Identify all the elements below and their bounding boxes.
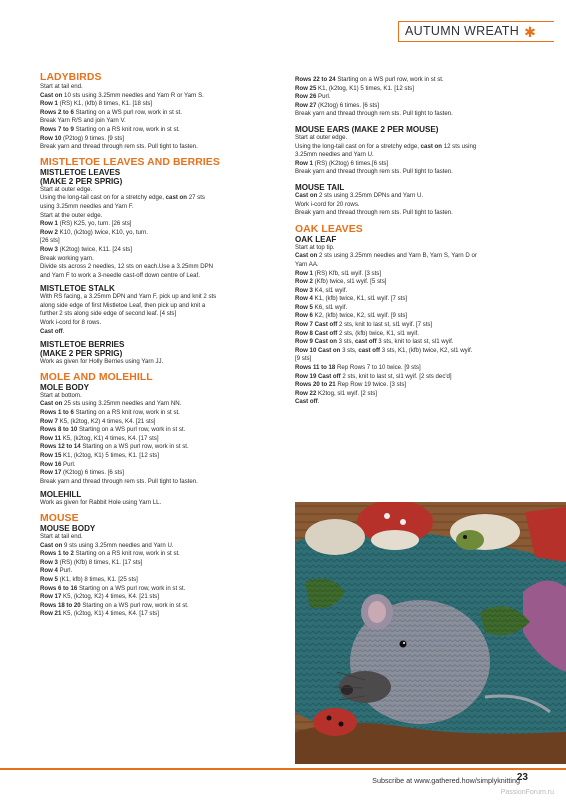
footer-rule xyxy=(0,768,566,770)
footer-subscribe-text: Subscribe at www.gathered.how/simplyknitting xyxy=(372,776,520,785)
instruction-text: [9 sts] xyxy=(295,355,312,363)
oak-leaf-subheading: OAK LEAF xyxy=(295,234,337,244)
instruction-keyword: Row 1 xyxy=(40,100,58,108)
instruction-text: (RS) Kfb, sl1 wyif. [3 sts] xyxy=(312,269,382,277)
instruction-keyword: Row 25 xyxy=(295,84,317,92)
instruction-line xyxy=(40,567,278,576)
instruction-text: 25 sts using 3.25mm needles and Yarn NN. xyxy=(62,400,182,408)
instruction-keyword: cast on xyxy=(420,142,443,150)
section-header xyxy=(398,21,554,42)
instruction-keyword: Row 2 xyxy=(295,278,313,286)
instruction-text: K4, sl1 wyif. xyxy=(312,286,348,294)
instruction-text: Purl. xyxy=(61,460,76,468)
instruction-line xyxy=(40,293,278,302)
instruction-text: Start at outer edge. xyxy=(295,133,348,141)
instruction-keyword: Row 1 xyxy=(295,269,313,277)
instruction-keyword: Row 21 xyxy=(40,610,62,618)
instruction-text: K10, (k2tog) twice, K10, yo, turn. xyxy=(57,228,149,236)
oak-leaves-heading: OAK LEAVES xyxy=(295,223,363,235)
molehill-subheading: MOLEHILL xyxy=(40,490,82,500)
instruction-text: K6, sl1 wyif. xyxy=(312,303,348,311)
instruction-text: Break Yarn R/S and join Yarn V. xyxy=(40,117,126,125)
instruction-text: K2tog, sl1 wyif. [2 sts] xyxy=(316,389,377,397)
instruction-line xyxy=(40,409,278,418)
mouse-ears-instructions xyxy=(295,134,535,177)
instruction-line xyxy=(295,347,535,356)
instruction-text: 3 sts, K1, (kfb) twice, K2, sl1 wyif. xyxy=(380,346,473,354)
molehill-instructions xyxy=(40,499,278,508)
instruction-line xyxy=(40,461,278,470)
instruction-text: With RS facing, a 3.25mm DPN and Yarn F, pick up and knit 2 sts xyxy=(40,293,217,301)
instruction-keyword: Row 26 xyxy=(295,93,317,101)
instruction-text: . xyxy=(317,398,320,406)
instruction-text: (P2tog) 9 times. [9 sts] xyxy=(61,134,124,142)
mistletoe-leaves-subheading-line1: MISTLETOE LEAVES xyxy=(40,167,121,177)
instruction-keyword: Rows 2 to 6 xyxy=(40,108,74,116)
instruction-text: (K2tog) twice, K11. [24 sts] xyxy=(57,245,133,253)
instruction-text: Break yarn and thread through rem sts. Pull tight to fasten. xyxy=(295,209,453,217)
mole-heading: MOLE AND MOLEHILL xyxy=(40,371,153,383)
ladybirds-heading: LADYBIRDS xyxy=(40,72,102,83)
instruction-line xyxy=(295,244,535,253)
instruction-line xyxy=(40,212,278,221)
instruction-text: Starting on a WS purl row, work in st st. xyxy=(77,584,186,592)
instruction-line xyxy=(40,559,278,568)
instruction-keyword: Rows 8 to 10 xyxy=(40,426,78,434)
instruction-text: Starting on a WS purl row, work in st st. xyxy=(335,76,444,83)
instruction-line xyxy=(40,550,278,559)
instruction-line xyxy=(40,92,278,101)
instruction-keyword: Rows 11 to 18 xyxy=(295,364,336,372)
instruction-keyword: Row 3 xyxy=(40,245,58,253)
instruction-text: 2 sts using 3.25mm DPNs and Yarn U. xyxy=(317,191,424,199)
instruction-text: (K1, kfb) 8 times, K1. [25 sts] xyxy=(57,575,138,583)
instruction-keyword: Row 15 xyxy=(40,452,62,459)
instruction-line xyxy=(40,435,278,444)
instruction-text: 2 sts, (kfb) twice, K1, sl1 wyif. xyxy=(337,329,419,337)
instruction-line xyxy=(40,602,278,611)
instruction-text: further 2 sts along side edge of second leaf. [4 sts] xyxy=(40,310,177,318)
instruction-keyword: Row 5 xyxy=(295,303,313,311)
instruction-keyword: Row 7 xyxy=(40,417,58,425)
instruction-text: 2 sts, knit to last st, sl1 wyif. [7 sts] xyxy=(337,321,433,329)
mistletoe-leaves-instructions xyxy=(40,186,278,281)
instruction-line xyxy=(295,151,535,160)
instruction-keyword: Row 7 Cast off xyxy=(295,321,338,329)
instruction-text: (Kfb) twice, sl1 wyif. [5 sts] xyxy=(312,278,387,286)
mouse-body-continued-instructions xyxy=(295,76,535,119)
instruction-keyword: cast off xyxy=(354,338,377,346)
instruction-text: Break yarn and thread through rem sts. Pull tight to fasten. xyxy=(295,168,453,176)
instruction-keyword: Cast off xyxy=(40,327,63,335)
instruction-line xyxy=(295,134,535,143)
instruction-line xyxy=(295,252,535,261)
instruction-text: K1, (k2tog, K1) 5 times, K1. [12 sts] xyxy=(61,452,159,459)
instruction-keyword: Cast on xyxy=(295,252,318,260)
instruction-line xyxy=(295,287,535,296)
instruction-text: (RS) (Kfb) 8 times, K1. [17 sts] xyxy=(57,558,143,566)
instruction-line xyxy=(295,76,535,85)
instruction-keyword: Rows 18 to 20 xyxy=(40,601,81,609)
instruction-line xyxy=(295,312,535,321)
instruction-line xyxy=(40,499,278,508)
instruction-line xyxy=(40,478,278,487)
instruction-keyword: cast on xyxy=(165,194,188,202)
instruction-text: using 3.25mm needles and Yarn F. xyxy=(40,202,134,210)
instruction-keyword: Row 4 xyxy=(40,567,58,575)
instruction-text: Start at tail end. xyxy=(40,532,83,540)
instruction-text: . xyxy=(62,327,65,335)
instruction-line xyxy=(295,321,535,330)
instruction-line xyxy=(295,93,535,102)
instruction-line xyxy=(295,373,535,382)
instruction-line xyxy=(40,418,278,427)
instruction-keyword: Row 19 Cast off xyxy=(295,372,341,380)
mistletoe-berries-subheading-line2: (MAKE 2 PER SPRIG) xyxy=(40,349,123,359)
instruction-line xyxy=(40,186,278,195)
mole-body-subheading: MOLE BODY xyxy=(40,382,90,392)
page-number: 23 xyxy=(516,772,528,783)
instruction-keyword: Cast on xyxy=(40,91,63,99)
instruction-keyword: Row 17 xyxy=(40,593,62,601)
instruction-line xyxy=(40,328,278,337)
instruction-line xyxy=(295,278,535,287)
section-header-title: AUTUMN WREATH xyxy=(405,24,520,39)
watermark-text: PassionForum.ru xyxy=(500,789,554,796)
mistletoe-stalk-instructions xyxy=(40,293,278,336)
instruction-line xyxy=(295,390,535,399)
instruction-keyword: Row 17 xyxy=(40,469,62,477)
instruction-line xyxy=(295,330,535,339)
instruction-line xyxy=(40,237,278,246)
instruction-line xyxy=(40,220,278,229)
instruction-text: 2 sts using 3.25mm needles and Yarn B, Yarn S, Yarn D or xyxy=(317,252,477,260)
mistletoe-leaves-subheading-line2: (MAKE 2 PER SPRIG) xyxy=(40,176,123,186)
instruction-text: Start at the outer edge. xyxy=(40,211,103,219)
instruction-text: Divide sts across 2 needles, 12 sts on each.Use a 3.25mm DPN xyxy=(40,263,214,271)
instruction-text: K1, (k2tog, K1) 5 times, K1. [12 sts] xyxy=(316,84,414,92)
instruction-line xyxy=(295,110,535,119)
instruction-keyword: Row 8 Cast off xyxy=(295,329,338,337)
instruction-line xyxy=(40,452,278,461)
instruction-text: (K2tog) 6 times. [6 sts] xyxy=(316,101,379,109)
instruction-line xyxy=(295,143,535,152)
instruction-text: Starting on a RS knit row, work in st st. xyxy=(73,409,180,417)
instruction-line xyxy=(295,209,535,218)
instruction-text: 3 sts, knit to last st, sl1 wyif. xyxy=(376,338,454,346)
instruction-line xyxy=(295,201,535,210)
instruction-keyword: Cast on xyxy=(40,400,63,408)
instruction-keyword: Row 9 Cast on xyxy=(295,338,337,346)
instruction-text: (RS) (K2tog) 6 times.[6 sts] xyxy=(312,159,389,167)
instruction-text: Starting on a WS purl row, work in st st. xyxy=(80,443,189,451)
mistletoe-stalk-subheading: MISTLETOE STALK xyxy=(40,284,115,294)
instruction-line xyxy=(40,593,278,602)
instruction-line xyxy=(40,469,278,478)
instruction-line xyxy=(295,295,535,304)
knitted-mouse-photo xyxy=(295,502,566,764)
instruction-text: K5, (k2tog, K2) 4 times, K4. [21 sts] xyxy=(57,417,156,425)
mistletoe-berries-subheading-line1: MISTLETOE BERRIES xyxy=(40,340,125,350)
instruction-text: 12 sts using xyxy=(442,142,477,150)
instruction-keyword: Cast on xyxy=(295,191,318,199)
instruction-text: and Yarn F to work a 3-needle cast-off down centre of Leaf. xyxy=(40,271,200,279)
instruction-keyword: Row 3 xyxy=(40,558,58,566)
mole-body-instructions xyxy=(40,392,278,487)
instruction-keyword: Row 22 xyxy=(295,389,317,397)
mouse-ears-subheading: MOUSE EARS (MAKE 2 PER MOUSE) xyxy=(295,124,439,134)
instruction-text: 3 sts, xyxy=(336,338,355,346)
instruction-line xyxy=(40,392,278,401)
instruction-line xyxy=(40,400,278,409)
mistletoe-berries-subheading xyxy=(40,340,278,358)
instruction-line xyxy=(40,443,278,452)
instruction-text: (RS) K1, (kfb) 8 times, K1. [18 sts] xyxy=(57,100,153,108)
instruction-line xyxy=(295,364,535,373)
instruction-text: (RS) K25, yo, turn. [26 sts] xyxy=(57,220,132,228)
instruction-line xyxy=(40,302,278,311)
instruction-keyword: Row 16 xyxy=(40,460,62,468)
instruction-keyword: Row 6 xyxy=(295,312,313,320)
instruction-keyword: Rows 12 to 14 xyxy=(40,443,81,451)
instruction-keyword: Rows 7 to 9 xyxy=(40,125,74,133)
instruction-line xyxy=(40,263,278,272)
instruction-line xyxy=(40,310,278,319)
instruction-text: Starting on a WS purl row, work in st st. xyxy=(80,601,189,609)
instruction-text: Break yarn and thread through rem sts. Pull tight to fasten. xyxy=(40,477,198,485)
instruction-keyword: Row 27 xyxy=(295,101,317,109)
instruction-line xyxy=(40,426,278,435)
instruction-text: Purl. xyxy=(57,567,73,575)
instruction-keyword: Row 1 xyxy=(40,220,58,228)
instruction-line xyxy=(40,109,278,118)
instruction-line xyxy=(40,100,278,109)
instruction-keyword: Rows 1 to 6 xyxy=(40,409,74,417)
instruction-line xyxy=(295,398,535,407)
instruction-line xyxy=(40,272,278,281)
instruction-keyword: Rows 20 to 21 xyxy=(295,381,336,389)
instruction-keyword: Row 10 xyxy=(40,134,62,142)
instruction-text: 3 sts, xyxy=(340,346,359,354)
instruction-line xyxy=(40,585,278,594)
instruction-text: 27 sts xyxy=(187,194,205,202)
instruction-line xyxy=(295,381,535,390)
right-column xyxy=(295,76,535,407)
instruction-text: Work i-cord for 8 rows. xyxy=(40,319,102,327)
instruction-text: Work i-cord for 20 rows. xyxy=(295,200,360,208)
instruction-line xyxy=(40,319,278,328)
instruction-text: Yarn AA. xyxy=(295,260,319,268)
instruction-line xyxy=(40,358,278,367)
instruction-line xyxy=(40,203,278,212)
instruction-text: K5, (k2tog, K1) 4 times, K4. [17 sts] xyxy=(61,610,159,618)
instruction-text: (K2tog) 6 times. [6 sts] xyxy=(61,469,124,477)
instruction-keyword: Rows 22 to 24 xyxy=(295,76,336,83)
instruction-line xyxy=(40,83,278,92)
instruction-text: Using the long-tail cast on for a stretchy edge, xyxy=(40,194,166,202)
instruction-line xyxy=(295,168,535,177)
instruction-text: K5, (k2tog, K2) 4 times, K4. [21 sts] xyxy=(61,593,159,601)
instruction-line xyxy=(295,338,535,347)
mouse-tail-instructions xyxy=(295,192,535,218)
mistletoe-leaves-subheading xyxy=(40,168,278,186)
mistletoe-heading: MISTLETOE LEAVES AND BERRIES xyxy=(40,156,220,168)
instruction-keyword: Row 2 xyxy=(40,228,58,236)
mistletoe-berries-instructions xyxy=(40,358,278,367)
instruction-keyword: Row 11 xyxy=(40,434,61,442)
instruction-text: Starting on a RS knit row, work in st st. xyxy=(73,550,180,558)
instruction-text: K5, (k2tog, K1) 4 times, K4. [17 sts] xyxy=(61,434,159,442)
instruction-line xyxy=(295,270,535,279)
instruction-text: Rep Row 19 twice. [3 sts] xyxy=(335,381,407,389)
instruction-text: Starting on a WS purl row, work in st st. xyxy=(73,108,182,116)
mouse-body-subheading: MOUSE BODY xyxy=(40,523,96,533)
instruction-line xyxy=(40,229,278,238)
instruction-line xyxy=(295,304,535,313)
instruction-keyword: Row 10 Cast on xyxy=(295,346,341,354)
instruction-keyword: Cast on xyxy=(40,541,63,549)
instruction-text: 3.25mm needles and Yarn U. xyxy=(295,151,374,159)
instruction-text: Purl. xyxy=(316,93,331,101)
instruction-line xyxy=(295,261,535,270)
instruction-text: K2, (kfb) twice, K2, sl1 wyif. [9 sts] xyxy=(312,312,408,320)
instruction-text: Starting on a RS knit row, work in st st. xyxy=(73,125,180,133)
asterisk-icon: ✱ xyxy=(524,23,536,40)
instruction-keyword: Row 1 xyxy=(295,159,313,167)
instruction-line xyxy=(295,160,535,169)
instruction-keyword: Rows 1 to 2 xyxy=(40,550,74,558)
instruction-text: along side edge of first Mistletoe Leaf, then pick up and knit a xyxy=(40,301,206,309)
mouse-tail-subheading: MOUSE TAIL xyxy=(295,182,345,192)
instruction-text: Start at bottom. xyxy=(40,391,82,399)
instruction-text: [26 sts] xyxy=(40,237,60,245)
instruction-keyword: cast off xyxy=(358,346,380,354)
instruction-keyword: Row 3 xyxy=(295,286,313,294)
instruction-text: Start at tail end. xyxy=(40,83,83,90)
instruction-line xyxy=(40,117,278,126)
instruction-text: Starting on a WS purl row, work in st st. xyxy=(77,426,186,434)
instruction-line xyxy=(295,85,535,94)
instruction-text: Start at top tip. xyxy=(295,243,335,251)
instruction-line xyxy=(40,610,278,619)
instruction-line xyxy=(295,102,535,111)
instruction-text: Work as given for Holly Berries using Yarn JJ. xyxy=(40,358,164,366)
mouse-heading: MOUSE xyxy=(40,512,79,524)
instruction-line xyxy=(40,533,278,542)
instruction-keyword: Row 4 xyxy=(295,295,313,303)
instruction-line xyxy=(295,192,535,201)
instruction-text: Using the long-tail cast on for a stretchy edge, xyxy=(295,142,421,150)
instruction-line xyxy=(40,576,278,585)
instruction-text: 10 sts using 3.25mm needles and Yarn R or Yarn S. xyxy=(62,91,204,99)
instruction-keyword: Cast off xyxy=(295,398,318,406)
mouse-body-instructions xyxy=(40,533,278,619)
instruction-text: Break yarn and thread through rem sts. Pull tight to fasten. xyxy=(295,110,453,118)
oak-leaf-instructions xyxy=(295,244,535,407)
ladybirds-instructions xyxy=(40,83,278,152)
instruction-line xyxy=(40,246,278,255)
instruction-keyword: Row 5 xyxy=(40,575,58,583)
instruction-text: Break working yarn. xyxy=(40,254,94,262)
instruction-text: 9 sts using 3.25mm needles and Yarn U. xyxy=(62,541,174,549)
instruction-line xyxy=(40,542,278,551)
instruction-text: K1, (kfb) twice, K1, sl1 wyif. [7 sts] xyxy=(312,295,408,303)
instruction-line xyxy=(40,126,278,135)
instruction-text: 2 sts, knit to last st, sl1 wyif. [2 sts dec'd] xyxy=(340,372,452,380)
instruction-line xyxy=(40,135,278,144)
instruction-text: Break yarn and thread through rem sts. Pull tight to fasten. xyxy=(40,143,198,151)
instruction-line xyxy=(40,143,278,152)
knitted-mouse-illustration xyxy=(295,502,566,764)
instruction-line xyxy=(40,194,278,203)
instruction-text: Rep Rows 7 to 10 twice. [9 sts] xyxy=(335,364,421,372)
left-column xyxy=(40,72,278,619)
instruction-text: Start at outer edge. xyxy=(40,185,93,193)
instruction-text: Work as given for Rabbit Hole using Yarn LL. xyxy=(40,499,162,507)
instruction-line xyxy=(295,355,535,364)
instruction-line xyxy=(40,255,278,264)
instruction-keyword: Rows 6 to 16 xyxy=(40,584,78,592)
